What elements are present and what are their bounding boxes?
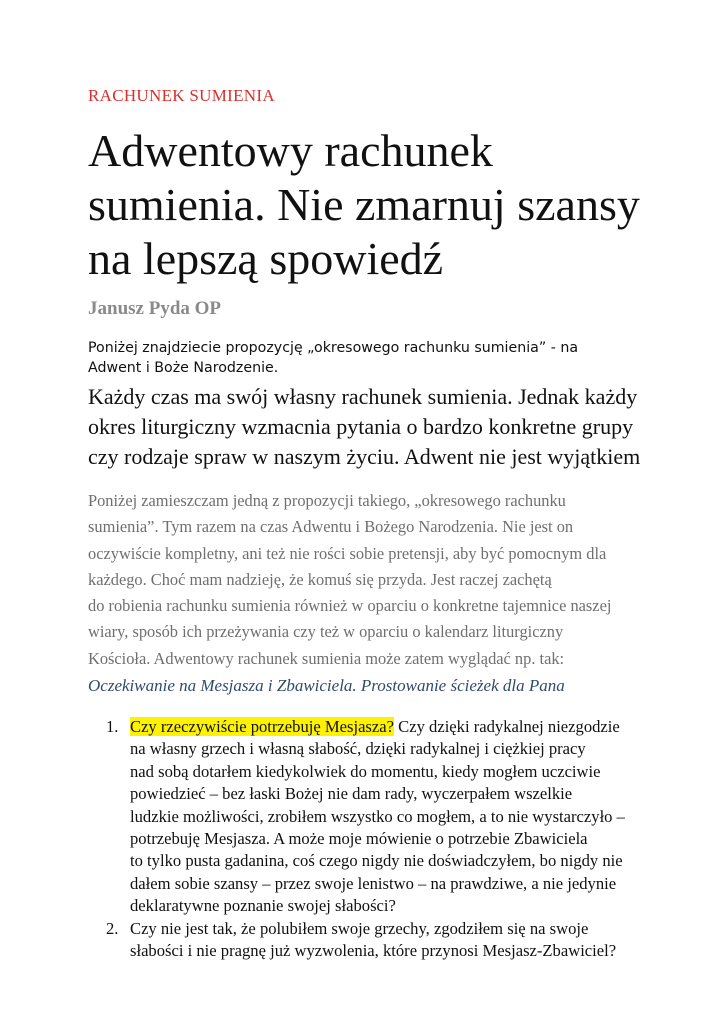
lead-line: czy rodzaje spraw w naszym życiu. Adwent nie jest wyjątkiem xyxy=(88,444,641,469)
author-name[interactable]: Janusz Pyda OP xyxy=(88,298,222,319)
body-line: każdego. Choć mam nadzieję, że komuś się przyda. Jest raczej zachętą xyxy=(88,569,552,589)
question-line: na własny grzech i własną słabość, dzięki radykalnej i ciężkiej pracy xyxy=(130,739,586,759)
question-line: to tylko pusta gadanina, coś czego nigdy nie doświadczyłem, bo nigdy nie xyxy=(130,851,623,871)
intro-text xyxy=(88,338,628,378)
intro-line: Adwent i Boże Narodzenie. xyxy=(88,360,279,376)
body-line: wiary, sposób ich przeżywania czy też w oparciu o kalendarz liturgiczny xyxy=(88,622,564,642)
question-line: potrzebuję Mesjasza. A może moje mówienie o potrzebie Zbawiciela xyxy=(130,829,588,849)
question-line: ludzkie możliwości, zrobiłem wszystko co mogłem, a to nie wystarczyło – xyxy=(130,806,625,826)
body-line: Kościoła. Adwentowy rachunek sumienia może zatem wyglądać np. tak: xyxy=(88,648,565,668)
title-line: sumienia. Nie zmarnuj szansy xyxy=(88,179,640,230)
title-line: na lepszą spowiedź xyxy=(88,233,444,284)
body-line: Poniżej zamieszczam jedną z propozycji takiego, „okresowego rachunku xyxy=(88,491,566,510)
category-label[interactable]: RACHUNEK SUMIENIA xyxy=(88,86,275,105)
body-paragraph xyxy=(88,488,648,672)
intro-line: Poniżej znajdziecie propozycję „okresowego rachunku sumienia” - na xyxy=(88,340,579,356)
question-number: 1. xyxy=(106,717,119,736)
lead-line: okres liturgiczny wzmacnia pytania o bardzo konkretne grupy xyxy=(88,414,634,439)
body-line: oczywiście kompletny, ani też nie rości sobie pretensji, aby być pomocnym dla xyxy=(88,543,607,563)
question-line: Czy nie jest tak, że polubiłem swoje grzechy, zgodziłem się na swoje xyxy=(130,918,589,938)
question-line: nad sobą dotarłem kiedykolwiek do momentu, kiedy mogłem uczciwie xyxy=(130,761,601,781)
question-item xyxy=(88,716,658,918)
question-number: 2. xyxy=(106,918,119,938)
body-line: sumienia”. Tym razem na czas Adwentu i Bożego Narodzenia. Nie jest on xyxy=(88,517,574,537)
question-line: dałem sobie szansy – przez swoje lenistwo – na prawdziwe, a nie jedynie xyxy=(130,873,617,893)
question-text: Czy dzięki radykalnej niezgodzie xyxy=(394,717,620,736)
question-item xyxy=(88,918,658,963)
lead-line: Każdy czas ma swój własny rachunek sumienia. Jednak każdy xyxy=(88,384,638,409)
question-line: powiedzieć – bez łaski Bożej nie dam rady, wyczerpałem wszelkie xyxy=(130,784,573,804)
title-line: Adwentowy rachunek xyxy=(88,125,493,176)
article-title xyxy=(88,124,648,286)
question-line: deklaratywne poznanie swojej słabości? xyxy=(130,896,396,916)
lead-paragraph xyxy=(88,382,648,472)
question-line xyxy=(130,716,658,738)
questions-list xyxy=(88,716,658,962)
section-subheading: Oczekiwanie na Mesjasza i Zbawiciela. Prostowanie ścieżek dla Pana xyxy=(88,676,565,695)
question-line: słabości i nie pragnę już wyzwolenia, które przynosi Mesjasz-Zbawiciel? xyxy=(130,941,617,961)
highlighted-question: Czy rzeczywiście potrzebuję Mesjasza? xyxy=(130,717,394,736)
body-line: do robienia rachunku sumienia również w oparciu o konkretne tajemnice naszej xyxy=(88,596,612,616)
